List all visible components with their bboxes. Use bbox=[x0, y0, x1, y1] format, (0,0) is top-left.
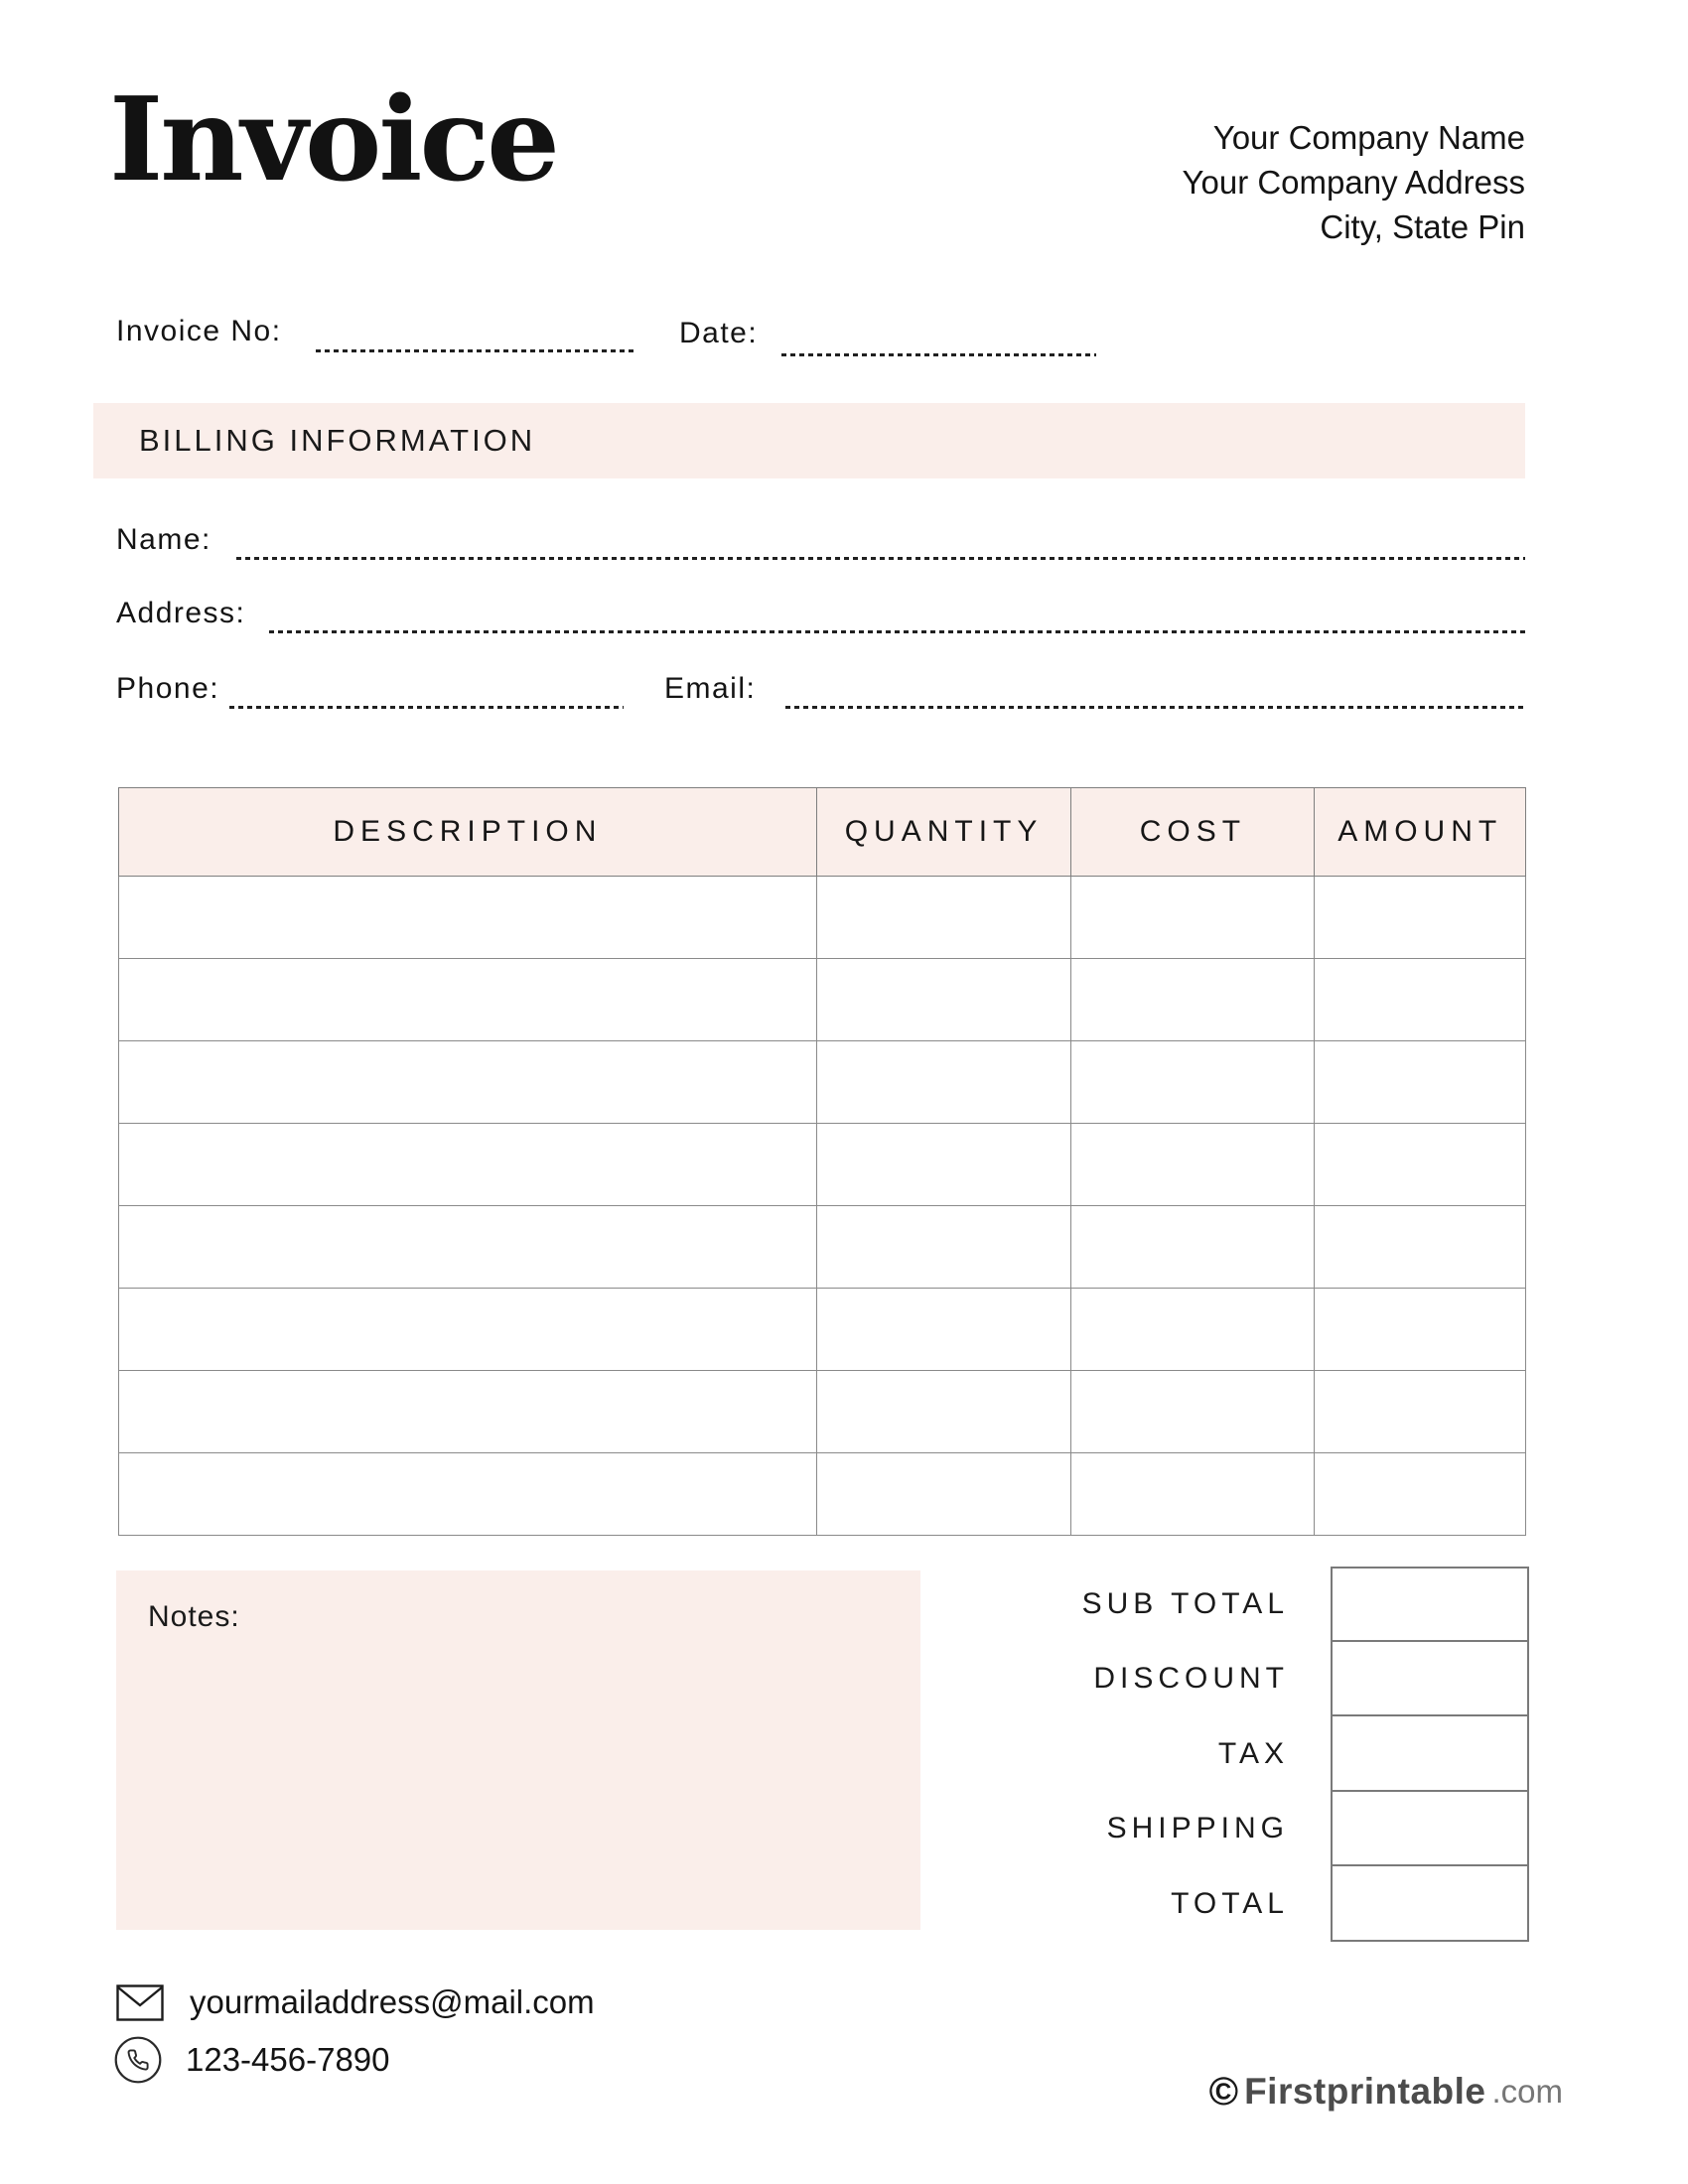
item-cell[interactable] bbox=[816, 1371, 1070, 1453]
email-label: Email: bbox=[664, 672, 757, 705]
table-row bbox=[119, 1206, 1526, 1289]
items-header-row bbox=[119, 788, 1526, 877]
item-cell[interactable] bbox=[1315, 1289, 1526, 1371]
billing-section-title: BILLING INFORMATION bbox=[139, 423, 536, 458]
item-cell[interactable] bbox=[1071, 1289, 1315, 1371]
table-row bbox=[119, 1041, 1526, 1124]
date-field[interactable] bbox=[781, 353, 1096, 356]
table-row bbox=[119, 1453, 1526, 1536]
table-row bbox=[119, 1289, 1526, 1371]
item-cell[interactable] bbox=[1315, 1371, 1526, 1453]
page-title: Invoice bbox=[109, 72, 557, 207]
brand-credit bbox=[1209, 2071, 1563, 2113]
item-cell[interactable] bbox=[1315, 877, 1526, 959]
contact-phone-row bbox=[113, 2035, 390, 2085]
item-cell[interactable] bbox=[816, 877, 1070, 959]
item-cell[interactable] bbox=[1071, 1206, 1315, 1289]
company-name: Your Company Name bbox=[1212, 119, 1525, 156]
tax-label: TAX bbox=[1217, 1736, 1289, 1770]
items-table bbox=[118, 787, 1526, 1536]
item-cell[interactable] bbox=[1071, 1453, 1315, 1536]
envelope-icon bbox=[116, 1984, 164, 2021]
col-header-cost: COST bbox=[1071, 788, 1315, 877]
item-cell[interactable] bbox=[816, 1206, 1070, 1289]
discount-value-box[interactable] bbox=[1331, 1642, 1529, 1717]
totals-section bbox=[1013, 1567, 1529, 1942]
invoice-no-label: Invoice No: bbox=[116, 315, 282, 347]
billing-section-banner bbox=[93, 403, 1525, 478]
shipping-row bbox=[1013, 1792, 1529, 1867]
credit-brand: Firstprintable bbox=[1244, 2071, 1486, 2112]
copyright-icon: © bbox=[1208, 2070, 1239, 2114]
col-header-description: DESCRIPTION bbox=[119, 788, 817, 877]
address-field[interactable] bbox=[269, 630, 1525, 633]
item-cell[interactable] bbox=[816, 1289, 1070, 1371]
name-label: Name: bbox=[116, 523, 211, 556]
col-header-amount: AMOUNT bbox=[1315, 788, 1526, 877]
item-cell[interactable] bbox=[1071, 1371, 1315, 1453]
item-cell[interactable] bbox=[1315, 1453, 1526, 1536]
contact-phone: 123-456-7890 bbox=[186, 2041, 390, 2078]
item-cell[interactable] bbox=[1071, 877, 1315, 959]
item-cell[interactable] bbox=[119, 959, 817, 1041]
table-row bbox=[119, 877, 1526, 959]
total-value-box[interactable] bbox=[1331, 1866, 1529, 1942]
item-cell[interactable] bbox=[816, 1124, 1070, 1206]
subtotal-value-box[interactable] bbox=[1331, 1567, 1529, 1642]
tax-value-box[interactable] bbox=[1331, 1716, 1529, 1792]
contact-email-row bbox=[116, 1983, 595, 2021]
item-cell[interactable] bbox=[1315, 1124, 1526, 1206]
discount-label: DISCOUNT bbox=[1093, 1662, 1289, 1696]
item-cell[interactable] bbox=[816, 959, 1070, 1041]
item-cell[interactable] bbox=[119, 1289, 817, 1371]
email-field[interactable] bbox=[785, 706, 1525, 709]
item-cell[interactable] bbox=[1071, 1124, 1315, 1206]
company-address: Your Company Address bbox=[1182, 164, 1525, 201]
name-field[interactable] bbox=[236, 557, 1525, 560]
item-cell[interactable] bbox=[119, 1124, 817, 1206]
item-cell[interactable] bbox=[119, 1371, 817, 1453]
item-cell[interactable] bbox=[119, 1041, 817, 1124]
subtotal-label: SUB TOTAL bbox=[1081, 1586, 1289, 1620]
item-cell[interactable] bbox=[816, 1041, 1070, 1124]
item-cell[interactable] bbox=[1071, 1041, 1315, 1124]
table-row bbox=[119, 959, 1526, 1041]
item-cell[interactable] bbox=[1071, 959, 1315, 1041]
discount-row bbox=[1013, 1642, 1529, 1717]
company-info bbox=[1183, 115, 1526, 249]
address-label: Address: bbox=[116, 597, 246, 629]
table-row bbox=[119, 1371, 1526, 1453]
total-label: TOTAL bbox=[1171, 1886, 1289, 1920]
company-city-state-pin: City, State Pin bbox=[1320, 208, 1525, 245]
item-cell[interactable] bbox=[1315, 959, 1526, 1041]
shipping-value-box[interactable] bbox=[1331, 1792, 1529, 1867]
invoice-no-field[interactable] bbox=[316, 349, 635, 352]
phone-field[interactable] bbox=[229, 706, 624, 709]
shipping-label: SHIPPING bbox=[1106, 1812, 1289, 1845]
subtotal-row bbox=[1013, 1567, 1529, 1642]
date-label: Date: bbox=[679, 317, 759, 349]
notes-area[interactable] bbox=[116, 1570, 920, 1930]
contact-email: yourmailaddress@mail.com bbox=[190, 1983, 595, 2020]
tax-row bbox=[1013, 1716, 1529, 1792]
phone-label: Phone: bbox=[116, 672, 220, 705]
table-row bbox=[119, 1124, 1526, 1206]
item-cell[interactable] bbox=[119, 1206, 817, 1289]
item-cell[interactable] bbox=[1315, 1206, 1526, 1289]
phone-circle-icon bbox=[113, 2035, 163, 2085]
notes-label: Notes: bbox=[148, 1600, 240, 1633]
item-cell[interactable] bbox=[816, 1453, 1070, 1536]
item-cell[interactable] bbox=[119, 877, 817, 959]
col-header-quantity: QUANTITY bbox=[816, 788, 1070, 877]
credit-suffix: .com bbox=[1491, 2073, 1563, 2110]
item-cell[interactable] bbox=[1315, 1041, 1526, 1124]
total-row bbox=[1013, 1866, 1529, 1942]
item-cell[interactable] bbox=[119, 1453, 817, 1536]
